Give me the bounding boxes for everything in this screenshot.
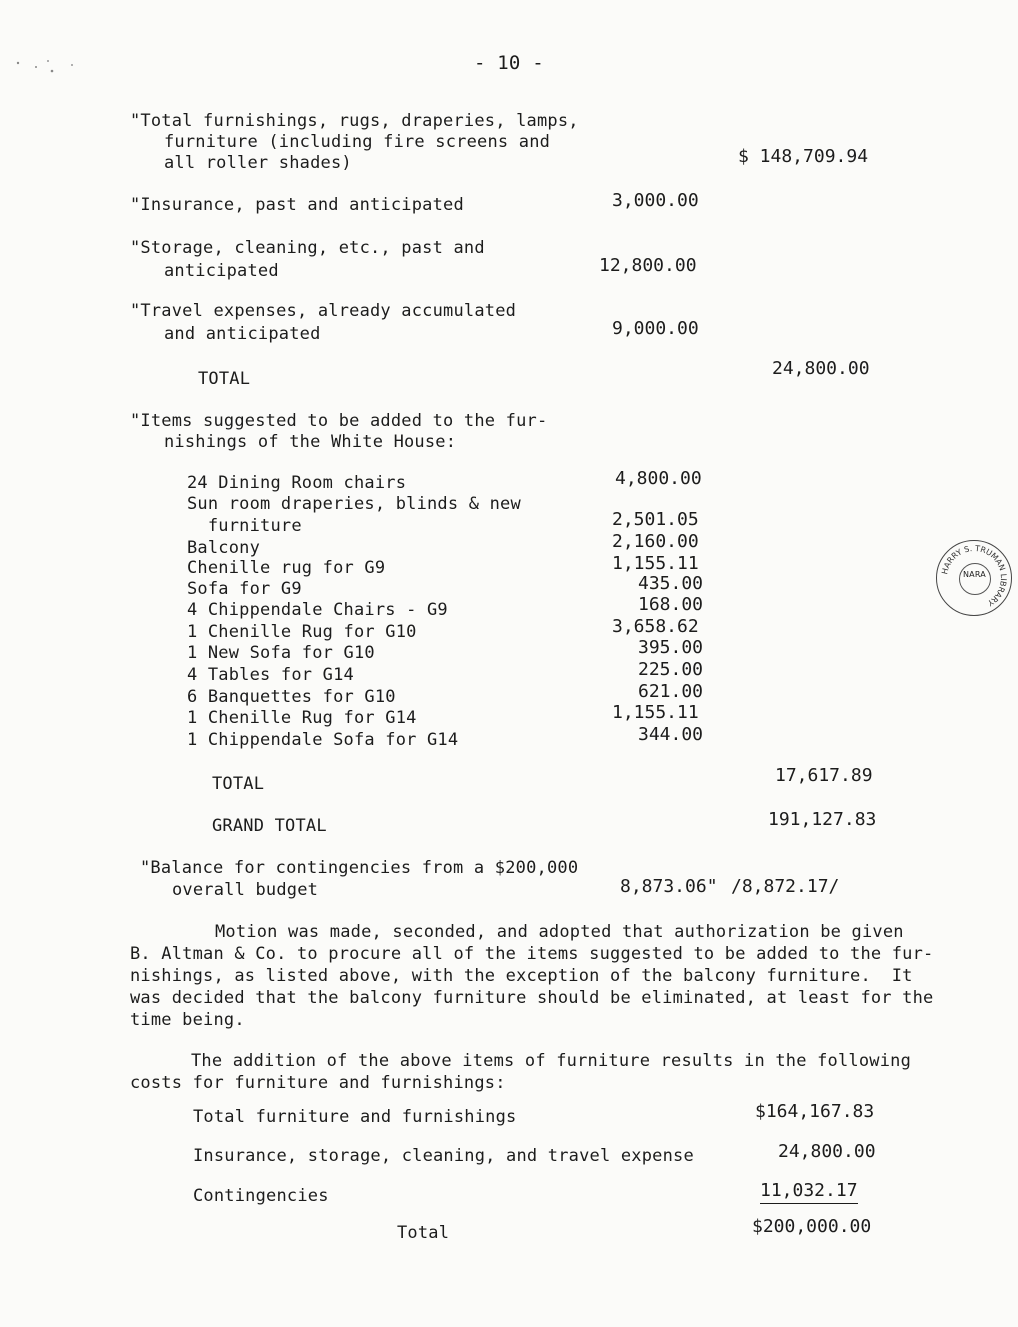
balance-line-1: "Balance for contingencies from a $200,000 (140, 858, 579, 878)
items-heading-line-2: nishings of the White House: (164, 432, 457, 452)
item-amount: 395.00 (638, 637, 704, 658)
item-label: furniture (187, 516, 302, 536)
insurance-label: "Insurance, past and anticipated (130, 195, 464, 215)
items-total-label: TOTAL (212, 774, 265, 794)
item-amount: 435.00 (638, 573, 704, 594)
item-label: 4 Chippendale Chairs - G9 (187, 600, 448, 620)
balance-line-2: overall budget (172, 880, 319, 900)
item-amount: 168.00 (638, 594, 704, 615)
balance-amount: 8,873.06" (620, 876, 718, 897)
furnishings-line-2: furniture (including fire screens and (164, 132, 551, 152)
motion-line-1: Motion was made, seconded, and adopted that authorization be given (215, 922, 904, 942)
addition-line-1: The addition of the above items of furniture results in the following (191, 1051, 912, 1071)
item-label: 6 Banquettes for G10 (187, 687, 396, 707)
item-label: 1 Chenille Rug for G10 (187, 622, 417, 642)
motion-line-2: B. Altman & Co. to procure all of the items suggested to be added to the fur- (130, 944, 934, 964)
furnishings-line-1: "Total furnishings, rugs, draperies, lamps, (130, 111, 579, 131)
item-label: 1 Chenille Rug for G14 (187, 708, 417, 728)
item-amount: 1,155.11 (612, 553, 699, 574)
section1-total-amount: 24,800.00 (772, 358, 870, 379)
summary-amount: 11,032.17 (760, 1180, 858, 1204)
storage-line-2: anticipated (164, 261, 279, 281)
insurance-amount: 3,000.00 (612, 190, 699, 211)
section1-total-label: TOTAL (198, 369, 251, 389)
item-amount: 344.00 (638, 724, 704, 745)
summary-total-amount: $200,000.00 (752, 1216, 872, 1237)
balance-correction: /8,872.17/ (731, 876, 840, 897)
grand-total-amount: 191,127.83 (768, 809, 877, 830)
summary-amount: $164,167.83 (755, 1101, 875, 1122)
item-amount: 621.00 (638, 681, 704, 702)
item-label: 24 Dining Room chairs (187, 473, 407, 493)
item-amount: 225.00 (638, 659, 704, 680)
items-heading-line-1: "Items suggested to be added to the fur- (130, 411, 548, 431)
items-total-amount: 17,617.89 (775, 765, 873, 786)
item-amount: 1,155.11 (612, 702, 699, 723)
summary-label: Insurance, storage, cleaning, and travel expense (193, 1146, 694, 1166)
scan-specks (10, 55, 80, 85)
storage-line-1: "Storage, cleaning, etc., past and (130, 238, 485, 258)
motion-line-4: was decided that the balcony furniture should be eliminated, at least for the (130, 988, 934, 1008)
item-label: Sun room draperies, blinds & new (187, 494, 521, 514)
grand-total-label: GRAND TOTAL (212, 816, 327, 836)
travel-line-1: "Travel expenses, already accumulated (130, 301, 517, 321)
summary-total-label: Total (397, 1223, 450, 1243)
item-label: 1 New Sofa for G10 (187, 643, 375, 663)
travel-amount: 9,000.00 (612, 318, 699, 339)
storage-amount: 12,800.00 (599, 255, 697, 276)
stamp-inner-text: NARA (963, 570, 986, 579)
summary-label: Contingencies (193, 1186, 329, 1206)
furnishings-amount: $ 148,709.94 (738, 146, 869, 167)
page-number: - 10 - (474, 52, 544, 74)
motion-line-3: nishings, as listed above, with the exception of the balcony furniture. It (130, 966, 913, 986)
furnishings-line-3: all roller shades) (164, 153, 352, 173)
summary-label: Total furniture and furnishings (193, 1107, 517, 1127)
item-amount: 4,800.00 (615, 468, 702, 489)
addition-line-2: costs for furniture and furnishings: (130, 1073, 506, 1093)
item-label: 1 Chippendale Sofa for G14 (187, 730, 459, 750)
stamp-text: HARRY S. TRUMAN LIBRARY (940, 543, 1009, 608)
item-amount: 3,658.62 (612, 616, 699, 637)
library-stamp (936, 540, 1012, 616)
item-label: Balcony (187, 538, 261, 558)
motion-line-5: time being. (130, 1010, 245, 1030)
travel-line-2: and anticipated (164, 324, 321, 344)
item-label: 4 Tables for G14 (187, 665, 354, 685)
item-label: Chenille rug for G9 (187, 558, 386, 578)
item-label: Sofa for G9 (187, 579, 302, 599)
summary-amount: 24,800.00 (778, 1141, 876, 1162)
item-amount: 2,501.05 (612, 509, 699, 530)
item-amount: 2,160.00 (612, 531, 699, 552)
